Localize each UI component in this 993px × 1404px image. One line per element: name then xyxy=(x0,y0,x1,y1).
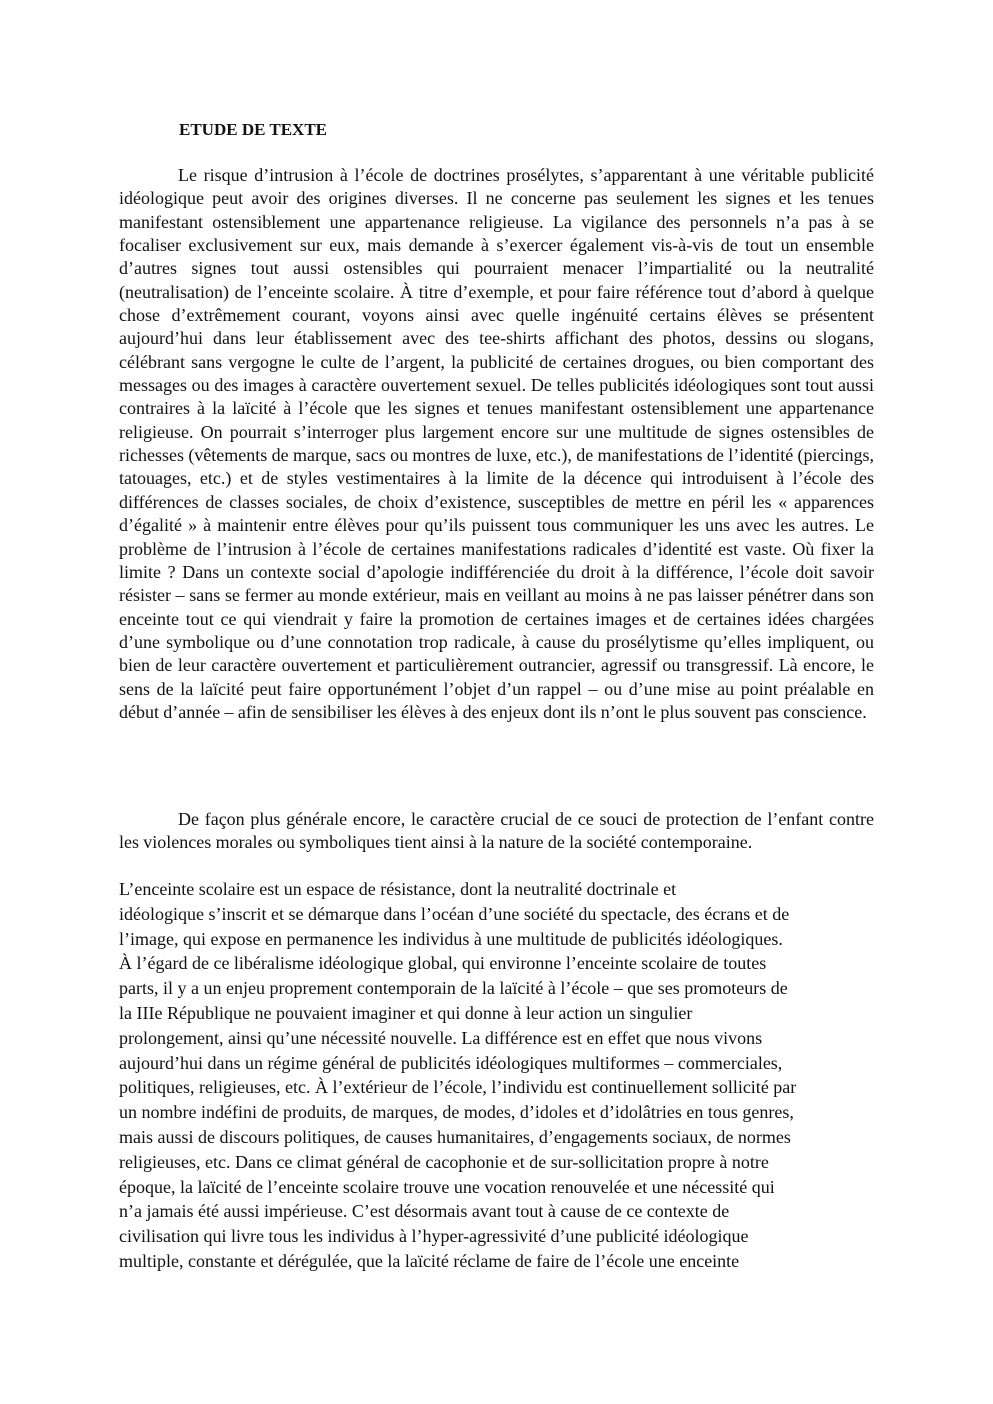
paragraph-3-line: L’enceinte scolaire est un espace de résistance, dont la neutralité doctrinale et xyxy=(119,879,677,899)
paragraph-3-line: mais aussi de discours politiques, de causes humanitaires, d’engagements sociaux, de normes xyxy=(119,1126,791,1147)
paragraph-3-line: civilisation qui livre tous les individus à l’hyper-agressivité d’une publicité idéologique xyxy=(119,1226,749,1247)
document-title: ETUDE DE TEXTE xyxy=(179,120,328,139)
paragraph-3-line: idéologique s’inscrit et se démarque dans l’océan d’une société du spectacle, des écrans et de xyxy=(119,903,790,924)
paragraph-3-line: la IIIe République ne pouvaient imaginer et qui donne à leur action un singulier xyxy=(119,1002,693,1023)
paragraph-3-line: n’a jamais été aussi impérieuse. C’est désormais avant tout à cause de ce contexte de xyxy=(119,1201,730,1222)
paragraph-1: Le risque d’intrusion à l’école de doctrines prosélytes, s’apparentant à une véritable publicité idéologique peut avoir des origines diverses. Il ne concerne pas seulement les signes et les tenues manifestant ostensiblement une appartenance religieuse. La vigilance des personnels n’a pas à se focaliser exclusivement sur eux, mais demande à s’exercer également vis-à-vis de tout un ensemble d’autres signes tout aussi ostensibles qui pourraient menacer l’impartialité ou la neutralité (neutralisation) de l’enceinte scolaire. À titre d’exemple, et pour faire référence tout d’abord à quelque chose d’extrêmement courant, voyons ainsi avec quelle ingénuité certains élèves se présentent aujourd’hui dans leur établissement avec des tee-shirts affichant des photos, dessins ou slogans, célébrant sans vergogne le culte de l’argent, la publicité de certaines drogues, ou bien comportant des messages ou des images à caractère ouvertement sexuel. De telles publicités idéologiques sont tout aussi contraires à la laïcité à l’école que les signes et tenues manifestant ostensiblement une appartenance religieuse. On pourrait s’interroger plus largement encore sur une multitude de signes ostensibles de richesses (vêtements de marque, sacs ou montres de luxe, etc.), de manifestations de l’identité (piercings, tatouages, etc.) et de styles vestimentaires à la limite de la décence qui introduisent à l’école des différences de classes sociales, de choix d’existence, susceptibles de mettre en péril les « apparences d’égalité » à maintenir entre élèves pour qu’ils puissent tous communiquer les uns avec les autres. Le problème de l’intrusion à l’école de certaines manifestations radicales d’identité est vaste. Où fixer la limite ? Dans un contexte social d’apologie indifférenciée du droit à la différence, l’école doit savoir résister – sans se fermer au monde extérieur, mais en veillant au moins à ne pas laisser pénétrer dans son enceinte tout ce qui viendrait y faire la promotion de certaines images et de certaines idées chargées d’une symbolique ou d’une connotation trop radicale, à cause du prosélytisme qu’elles impliquent, ou bien de leur caractère ouvertement et particulièrement outrancier, agressif ou transgressif. Là encore, le sens de la laïcité peut faire opportunément l’objet d’un rappel – ou d’une mise au point préalable en début d’année – afin de sensibiliser les élèves à des enjeux dont ils n’ont le plus souvent pas conscience. xyxy=(119,165,874,722)
paragraph-3-line: À l’égard de ce libéralisme idéologique global, qui environne l’enceinte scolaire de toutes xyxy=(119,953,767,974)
paragraph-3-line: un nombre indéfini de produits, de marques, de modes, d’idoles et d’idolâtries en tous genres, xyxy=(119,1102,794,1123)
paragraph-3-line: parts, il y a un enjeu proprement contemporain de la laïcité à l’école – que ses promoteurs de xyxy=(119,978,788,999)
paragraph-3-line: l’image, qui expose en permanence les individus à une multitude de publicités idéologiques. xyxy=(119,928,783,949)
paragraph-3-line: religieuses, etc. Dans ce climat général de cacophonie et de sur-sollicitation propre à notre xyxy=(119,1151,769,1172)
paragraph-3 xyxy=(119,877,879,1274)
paragraph-3-line: époque, la laïcité de l’enceinte scolaire trouve une vocation renouvelée et une nécessité qui xyxy=(119,1176,775,1197)
paragraph-3-line: politiques, religieuses, etc. À l’extérieur de l’école, l’individu est continuellement sollicité par xyxy=(119,1077,797,1098)
paragraph-2: De façon plus générale encore, le caractère crucial de ce souci de protection de l’enfant contre les violences morales ou symboliques tient ainsi à la nature de la société contemporaine. xyxy=(119,809,874,853)
paragraph-3-line: aujourd’hui dans un régime général de publicités idéologiques multiformes – commerciales, xyxy=(119,1052,783,1073)
paragraph-3-line: multiple, constante et dérégulée, que la laïcité réclame de faire de l’école une enceinte xyxy=(119,1250,740,1271)
paragraph-3-line: prolongement, ainsi qu’une nécessité nouvelle. La différence est en effet que nous vivons xyxy=(119,1027,763,1048)
